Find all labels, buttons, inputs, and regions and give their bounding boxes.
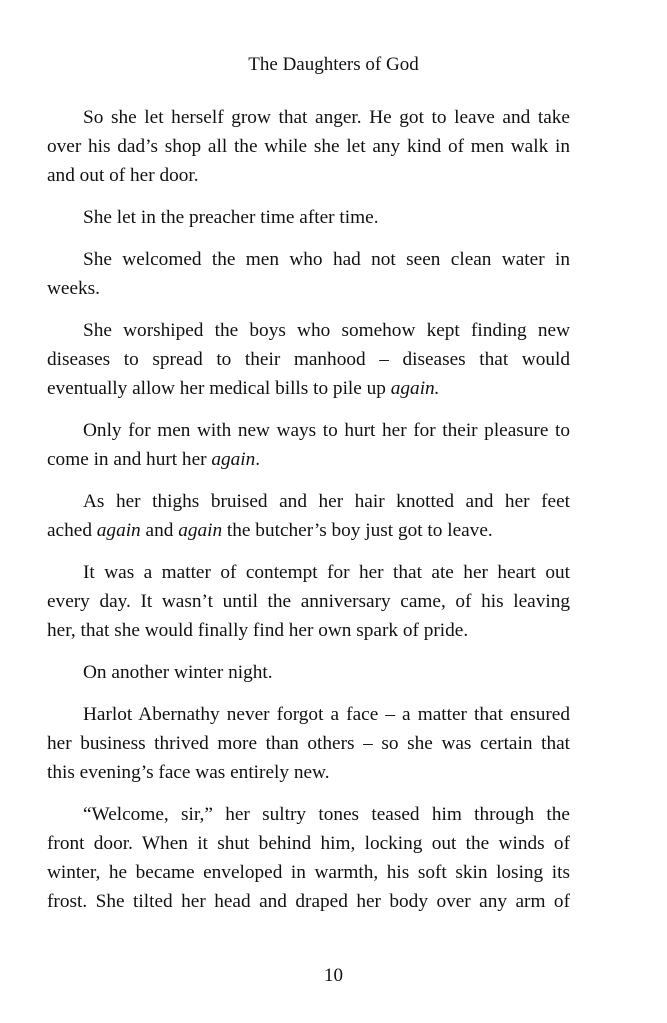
text-line [47, 658, 570, 687]
text-segment: . [255, 449, 261, 470]
text-line [47, 887, 570, 916]
text-line [47, 445, 570, 474]
text-line [47, 245, 570, 274]
text-line [47, 203, 570, 232]
text-line [47, 274, 570, 303]
text-segment: diseases to spread to their manhood – diseases that would [47, 349, 570, 370]
text-line [47, 316, 570, 345]
paragraph [47, 558, 570, 645]
text-segment: her business thrived more than others – so she was certain that [47, 733, 570, 754]
italic-text: again. [390, 378, 440, 399]
text-segment: the butcher’s boy just got to leave. [222, 520, 493, 541]
text-segment: her, that she would finally find her own spark of pride. [47, 620, 469, 641]
text-segment: Only for men with new ways to hurt her for their pleasure to [83, 420, 570, 441]
paragraph [47, 245, 570, 303]
text-segment: and [140, 520, 179, 541]
text-segment: It was a matter of contempt for her that ate her heart out [83, 562, 570, 583]
paragraph [47, 800, 570, 916]
paragraph [47, 316, 570, 403]
text-line [47, 374, 570, 403]
paragraph [47, 658, 570, 687]
paragraph [47, 103, 570, 190]
paragraph [47, 416, 570, 474]
text-line [47, 132, 570, 161]
text-line [47, 729, 570, 758]
text-line [47, 700, 570, 729]
text-line [47, 345, 570, 374]
text-segment: Harlot Abernathy never forgot a face – a matter that ensured [83, 704, 570, 725]
text-line [47, 161, 570, 190]
text-segment: and out of her door. [47, 165, 199, 186]
text-line [47, 416, 570, 445]
text-segment: come in and hurt her [47, 449, 212, 470]
running-header: The Daughters of God [248, 54, 419, 75]
text-segment: She welcomed the men who had not seen clean water in [83, 249, 570, 270]
text-line [47, 558, 570, 587]
text-segment: winter, he became enveloped in warmth, his soft skin losing its [47, 862, 570, 883]
text-segment: over his dad’s shop all the while she let any kind of men walk in [47, 136, 570, 157]
text-line [47, 758, 570, 787]
text-line [47, 487, 570, 516]
text-line [47, 858, 570, 887]
text-segment: every day. It wasn’t until the anniversary came, of his leaving [47, 591, 570, 612]
paragraph [47, 203, 570, 232]
text-segment: frost. She tilted her head and draped her body over any arm of [47, 891, 570, 912]
text-line [47, 103, 570, 132]
paragraph [47, 487, 570, 545]
text-segment: “Welcome, sir,” her sultry tones teased him through the [83, 804, 570, 825]
text-segment: front door. When it shut behind him, locking out the winds of [47, 833, 570, 854]
italic-text: again [211, 449, 256, 470]
text-line [47, 800, 570, 829]
text-segment: ached [47, 520, 97, 541]
text-segment: On another winter night. [83, 662, 273, 683]
text-segment: As her thighs bruised and her hair knotted and her feet [83, 491, 570, 512]
text-line [47, 516, 570, 545]
text-segment: So she let herself grow that anger. He got to leave and take [83, 107, 570, 128]
text-segment: She let in the preacher time after time. [83, 207, 379, 228]
text-segment: She worshiped the boys who somehow kept finding new [83, 320, 570, 341]
paragraph [47, 700, 570, 787]
text-segment: weeks. [47, 278, 101, 299]
page-body [47, 103, 570, 929]
italic-text: again [96, 520, 141, 541]
text-segment: this evening’s face was entirely new. [47, 762, 330, 783]
page-number: 10 [324, 965, 343, 986]
text-segment: eventually allow her medical bills to pile up [47, 378, 391, 399]
text-line [47, 829, 570, 858]
text-line [47, 587, 570, 616]
italic-text: again [178, 520, 223, 541]
text-line [47, 616, 570, 645]
